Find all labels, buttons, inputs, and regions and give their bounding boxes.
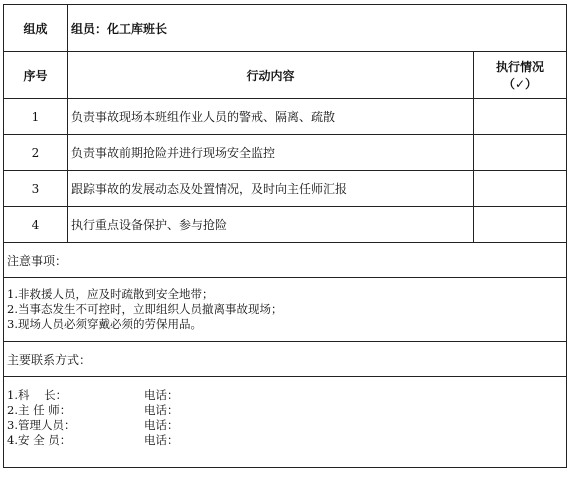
note-line: 3.现场人员必须穿戴必须的劳保用品。 [7, 317, 202, 331]
contacts-row [4, 377, 567, 468]
contact-phone-label: 电话： [144, 433, 179, 447]
group-row [4, 5, 567, 52]
contact-role: 1.科 长： [7, 388, 68, 402]
item-number: 2 [4, 135, 68, 171]
notes-row [4, 278, 567, 342]
table-row [4, 135, 567, 171]
contact-phone-label: 电话： [144, 418, 179, 432]
status-cell[interactable] [474, 99, 567, 135]
status-cell[interactable] [474, 207, 567, 243]
composition-label: 组成 [4, 5, 68, 52]
contact-phone-label: 电话： [144, 388, 179, 402]
status-cell[interactable] [474, 135, 567, 171]
notes-title-row [4, 243, 567, 278]
contact-line [7, 388, 563, 403]
action-header: 行动内容 [68, 52, 474, 99]
status-header-line2: （✓） [502, 77, 538, 91]
item-text: 执行重点设备保护、参与抢险 [68, 207, 474, 243]
status-cell[interactable] [474, 171, 567, 207]
note-line: 2.当事态发生不可控时，立即组织人员撤离事故现场； [7, 302, 283, 316]
seq-header: 序号 [4, 52, 68, 99]
notes-title: 注意事项： [4, 243, 567, 278]
item-number: 3 [4, 171, 68, 207]
contact-line [7, 403, 563, 418]
contact-role: 3.管理人员： [7, 418, 76, 432]
note-line: 1.非救援人员，应及时疏散到安全地带； [7, 287, 214, 301]
contact-role: 4.安 全 员： [7, 433, 72, 447]
item-number: 4 [4, 207, 68, 243]
item-number: 1 [4, 99, 68, 135]
item-text: 负责事故现场本班组作业人员的警戒、隔离、疏散 [68, 99, 474, 135]
notes-content [4, 278, 567, 342]
status-header [474, 52, 567, 99]
contacts-title-row [4, 342, 567, 377]
contacts-title: 主要联系方式： [4, 342, 567, 377]
status-header-line1: 执行情况 [496, 60, 545, 74]
contact-line [7, 433, 563, 448]
table-row [4, 99, 567, 135]
column-header-row [4, 52, 567, 99]
emergency-action-table [3, 4, 567, 468]
contact-line [7, 418, 563, 433]
table-row [4, 171, 567, 207]
contact-phone-label: 电话： [144, 403, 179, 417]
item-text: 负责事故前期抢险并进行现场安全监控 [68, 135, 474, 171]
members-text: 组员：化工库班长 [68, 5, 567, 52]
contacts-content [4, 377, 567, 468]
table-row [4, 207, 567, 243]
contact-role: 2.主 任 师： [7, 403, 72, 417]
item-text: 跟踪事故的发展动态及处置情况，及时向主任师汇报 [68, 171, 474, 207]
